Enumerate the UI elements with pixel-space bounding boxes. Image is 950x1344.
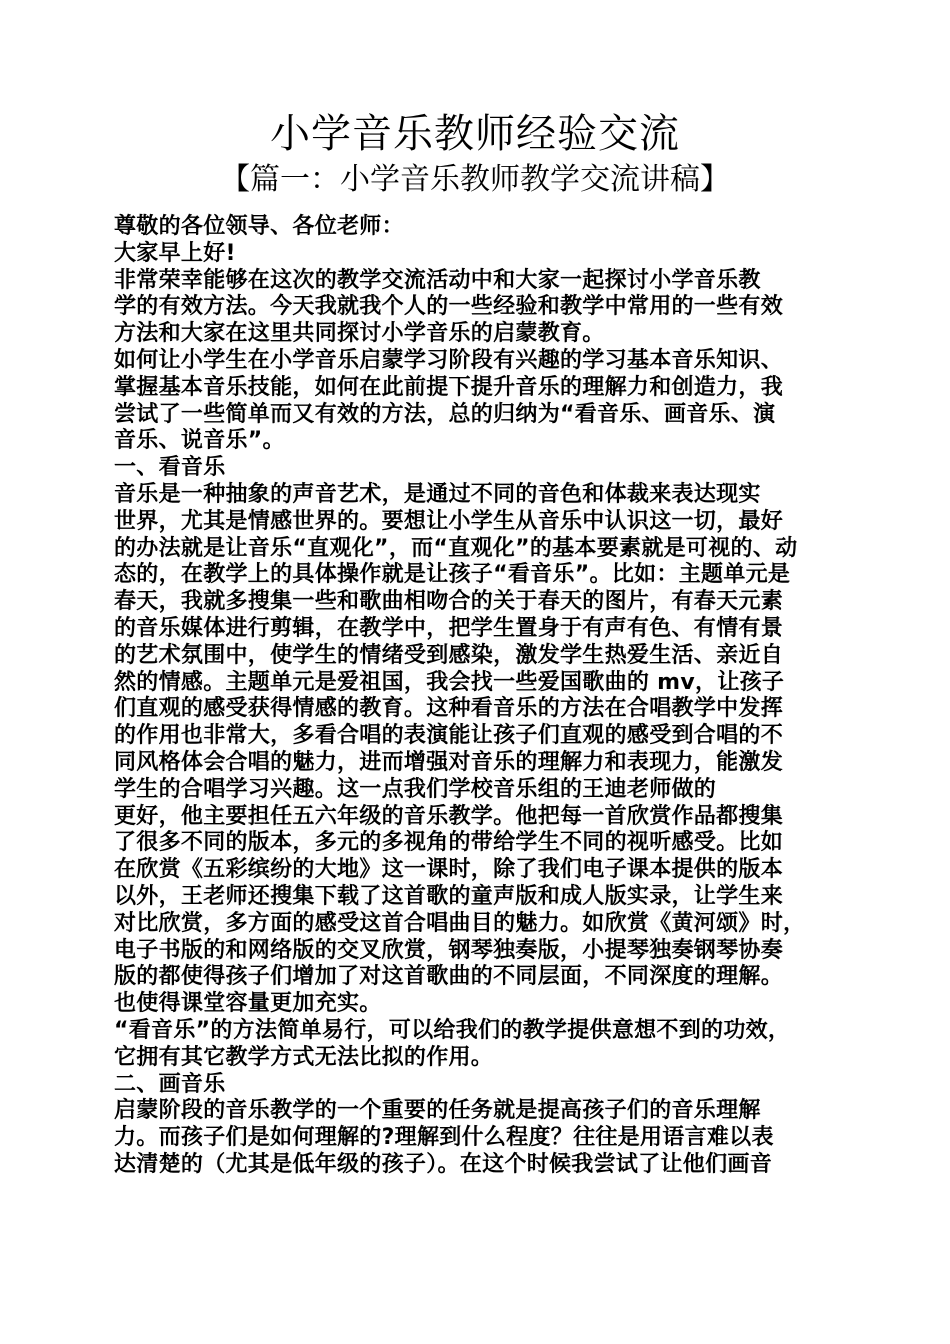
body-text-line: 的艺术氛围中，使学生的情绪受到感染，激发学生热爱生活、亲近自 bbox=[114, 642, 784, 668]
body-text-line: 对比欣赏，多方面的感受这首合唱曲目的魅力。如欣赏《黄河颂》时， bbox=[114, 910, 806, 936]
body-text-line: “看音乐”的方法简单易行，可以给我们的教学提供意想不到的功效， bbox=[114, 1017, 791, 1043]
body-text-line: 电子书版的和网络版的交叉欣赏，钢琴独奏版，小提琴独奏钢琴协奏 bbox=[114, 937, 784, 963]
body-text-line: 同风格体会合唱的魅力，进而增强对音乐的理解力和表现力，能激发 bbox=[114, 749, 784, 775]
body-text-line: 了很多不同的版本，多元的多视角的带给学生不同的视听感受。比如 bbox=[114, 830, 784, 856]
body-text-line: 的办法就是让音乐“直观化”，而“直观化”的基本要素就是可视的、动 bbox=[114, 535, 798, 561]
body-text-line: 音乐是一种抽象的声音艺术，是通过不同的音色和体裁来表达现实 bbox=[114, 481, 761, 507]
body-text-line: 学生的合唱学习兴趣。这一点我们学校音乐组的王迪老师做的 bbox=[114, 776, 717, 802]
document-title: 小学音乐教师经验交流 bbox=[270, 111, 680, 157]
body-text-line: 世界，尤其是情感世界的。要想让小学生从音乐中认识这一切，最好 bbox=[114, 508, 784, 534]
document-subtitle: 【篇一：小学音乐教师教学交流讲稿】 bbox=[220, 162, 730, 197]
body-text-line: 音乐、说音乐”。 bbox=[114, 428, 285, 454]
body-text-line: 版的都使得孩子们增加了对这首歌曲的不同层面，不同深度的理解。 bbox=[114, 964, 784, 990]
body-text-line: 也使得课堂容量更加充实。 bbox=[114, 991, 382, 1017]
document-body bbox=[114, 214, 844, 1179]
body-text-line: 非常荣幸能够在这次的教学交流活动中和大家一起探讨小学音乐教 bbox=[114, 267, 761, 293]
body-text-line: 在欣赏《五彩缤纷的大地》这一课时，除了我们电子课本提供的版本 bbox=[114, 857, 784, 883]
body-text-line: 更好，他主要担任五六年级的音乐教学。他把每一首欣赏作品都搜集 bbox=[114, 803, 784, 829]
body-text-line: 学的有效方法。今天我就我个人的一些经验和教学中常用的一些有效 bbox=[114, 294, 784, 320]
body-text-line: 掌握基本音乐技能，如何在此前提下提升音乐的理解力和创造力，我 bbox=[114, 374, 784, 400]
body-text-line: 如何让小学生在小学音乐启蒙学习阶段有兴趣的学习基本音乐知识、 bbox=[114, 347, 784, 373]
body-text-line: 它拥有其它教学方式无法比拟的作用。 bbox=[114, 1044, 494, 1070]
body-text-line: 以外，王老师还搜集下载了这首歌的童声版和成人版实录，让学生来 bbox=[114, 883, 784, 909]
body-text-line: 然的情感。主题单元是爱祖国，我会找一些爱国歌曲的 mv，让孩子 bbox=[114, 669, 785, 695]
body-text-line: 尝试了一些简单而又有效的方法，总的归纳为“看音乐、画音乐、演 bbox=[114, 401, 776, 427]
body-text-line: 春天，我就多搜集一些和歌曲相吻合的关于春天的图片，有春天元素 bbox=[114, 589, 784, 615]
body-text-line: 们直观的感受获得情感的教育。这种看音乐的方法在合唱教学中发挥 bbox=[114, 696, 784, 722]
body-text-line: 力。而孩子们是如何理解的?理解到什么程度？往往是用语言难以表 bbox=[114, 1125, 774, 1151]
body-text-line: 的作用也非常大，多看合唱的表演能让孩子们直观的感受到合唱的不 bbox=[114, 723, 784, 749]
body-text-line: 态的，在教学上的具体操作就是让孩子“看音乐”。比如：主题单元是 bbox=[114, 562, 791, 588]
body-text-line: 方法和大家在这里共同探讨小学音乐的启蒙教育。 bbox=[114, 321, 605, 347]
body-text-line: 大家早上好! bbox=[114, 240, 236, 266]
body-text-line: 达清楚的（尤其是低年级的孩子）。在这个时候我尝试了让他们画音 bbox=[114, 1151, 773, 1177]
body-text-line: 二、画音乐 bbox=[114, 1071, 226, 1097]
body-text-line: 尊敬的各位领导、各位老师： bbox=[114, 214, 404, 239]
body-text-line: 一、看音乐 bbox=[114, 455, 226, 481]
body-text-line: 的音乐媒体进行剪辑，在教学中，把学生置身于有声有色、有情有景 bbox=[114, 615, 784, 641]
body-text-line: 启蒙阶段的音乐教学的一个重要的任务就是提高孩子们的音乐理解 bbox=[114, 1098, 761, 1124]
